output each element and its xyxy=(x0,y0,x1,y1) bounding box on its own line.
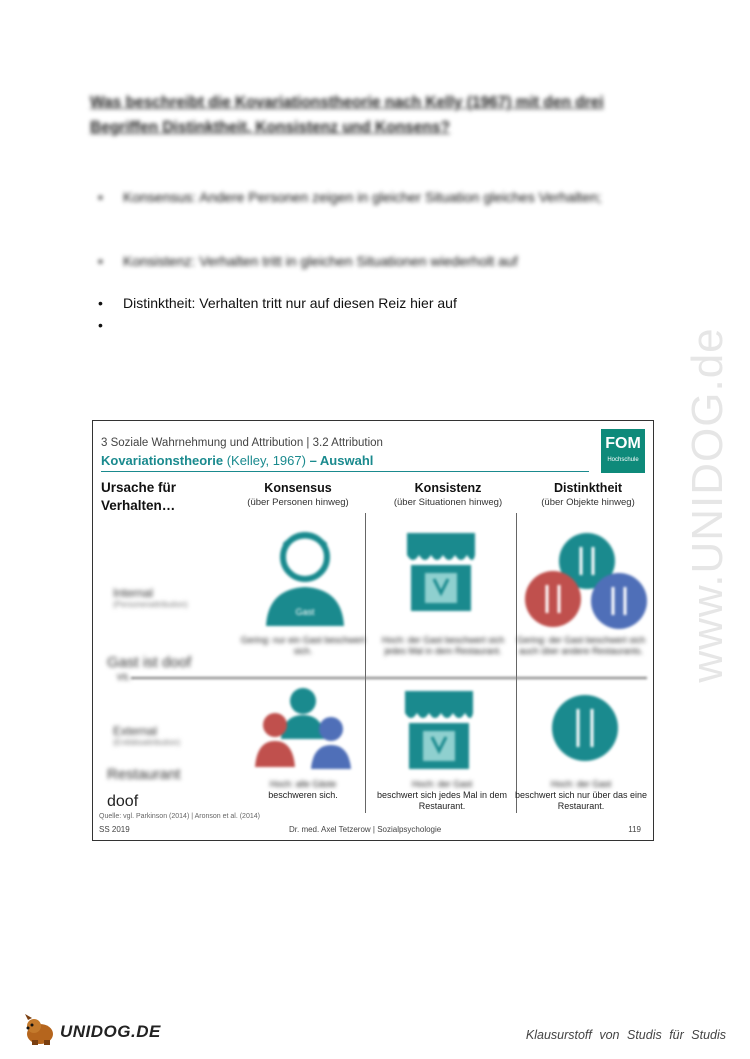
slide-title-paren: (Kelley, 1967) xyxy=(223,453,310,468)
unidog-logo-text: UNIDOG.DE xyxy=(60,1022,161,1041)
caption-clear-part: beschwert sich jedes Mal in dem Restaurant. xyxy=(376,790,508,811)
caption-internal-konsensus: Gering: nur ein Gast beschwert sich. xyxy=(240,635,366,656)
restaurant-icon xyxy=(401,529,481,614)
watermark xyxy=(683,270,732,740)
bullet-text: Distinktheit: Verhalten tritt nur auf diesen Reiz hier auf xyxy=(123,295,457,311)
lecture-slide xyxy=(92,420,654,841)
unidog-logo xyxy=(22,1012,162,1048)
question-heading: Was beschreibt die Kovariationstheorie nach Kelly (1967) mit den drei Begriffen Distinktheit, Konsistenz und Konsens? xyxy=(90,94,604,136)
bullet-text: Konsensus: Andere Personen zeigen in gleicher Situation gleiches Verhalten; xyxy=(123,189,602,205)
three-restaurants-icon xyxy=(523,529,651,639)
caption-clear-part: beschweren sich. xyxy=(268,790,338,800)
caption-external-distinktheit xyxy=(511,779,651,812)
caption-internal-konsistenz: Hoch: der Gast beschwert sich jedes Mal in dem Restaurant. xyxy=(381,635,505,656)
column-title: Distinktheit xyxy=(553,481,623,495)
bullet-dot: • xyxy=(98,295,103,311)
restaurant-icon xyxy=(399,687,479,772)
row-label-sub: (Entitätsattribution) xyxy=(113,738,181,747)
bullet-distinktheit xyxy=(98,292,598,314)
caption-blur-part: Hoch: alle Gäste xyxy=(269,779,337,789)
caption-external-konsensus xyxy=(233,779,373,801)
fom-logo xyxy=(601,429,645,473)
column-subtitle: (über Situationen hinweg) xyxy=(393,497,503,508)
slide-semester: SS 2019 xyxy=(99,825,130,834)
bullet-empty xyxy=(98,314,598,336)
overlay-vs: vs. xyxy=(117,671,132,683)
slide-breadcrumb: 3 Soziale Wahrnehmung und Attribution | 3.2 Attribution xyxy=(101,437,383,449)
slide-title-main: Kovariationstheorie xyxy=(101,453,224,468)
footer-slogan: Klausurstoff von Studis für Studis xyxy=(525,1028,726,1042)
row-label-internal xyxy=(113,586,233,609)
group-of-people-icon xyxy=(253,683,353,775)
caption-blur-part: Hoch: der Gast xyxy=(550,779,612,789)
bullet-konsensus xyxy=(98,186,602,230)
overlay-gast-ist-doof: Gast ist doof xyxy=(107,654,192,671)
caption-clear-part: beschwert sich nur über das eine Restaurant. xyxy=(514,790,648,811)
grid-divider xyxy=(365,513,366,813)
slide-title-rule xyxy=(101,471,589,472)
column-title: Konsistenz xyxy=(414,481,482,495)
bullet-dot: • xyxy=(98,317,103,333)
overlay-doof: doof xyxy=(107,793,139,810)
dog-mascot-icon xyxy=(22,1014,58,1046)
caption-blur-part: Hoch: der Gast xyxy=(411,779,473,789)
column-header-konsensus xyxy=(233,481,363,508)
slide-title xyxy=(101,453,373,468)
column-header-distinktheit xyxy=(523,481,653,508)
column-subtitle: (über Objekte hinweg) xyxy=(541,497,635,508)
ursache-line: Ursache für xyxy=(101,480,177,495)
row-label-text: External xyxy=(113,724,158,738)
fom-logo-subtext: Hochschule xyxy=(607,457,639,463)
grid-divider xyxy=(516,513,517,813)
slide-title-tail: – Auswahl xyxy=(309,453,374,468)
slide-page-number: 119 xyxy=(628,825,641,834)
ursache-line: Verhalten… xyxy=(101,498,176,513)
caption-internal-distinktheit: Gering: der Gast beschwert sich auch über andere Restaurants. xyxy=(516,635,646,656)
overlay-restaurant: Restaurant xyxy=(107,766,181,783)
row-divider xyxy=(131,677,647,679)
ursache-heading xyxy=(101,479,221,515)
single-restaurant-circle-icon xyxy=(548,691,622,765)
row-label-text: Internal xyxy=(113,586,154,600)
column-header-konsistenz xyxy=(383,481,513,508)
slide-source: Quelle: vgl. Parkinson (2014) | Aronson et al. (2014) xyxy=(99,813,260,820)
gast-badge: Gast xyxy=(295,607,315,617)
bullet-konsistenz xyxy=(98,250,598,272)
bullet-dot: • xyxy=(98,253,103,269)
caption-external-konsistenz xyxy=(368,779,516,812)
watermark-text: www.UNIDOG.de xyxy=(683,327,732,683)
slide-author: Dr. med. Axel Tetzerow | Sozialpsychologie xyxy=(289,825,442,834)
column-subtitle: (über Personen hinweg) xyxy=(247,497,349,508)
fom-logo-text: FOM xyxy=(605,435,641,452)
bullet-dot: • xyxy=(98,189,103,205)
row-label-external xyxy=(113,724,233,747)
single-person-icon xyxy=(258,521,353,631)
column-title: Konsensus xyxy=(264,481,332,495)
bullet-text: Konsistenz: Verhalten tritt in gleichen Situationen wiederholt auf xyxy=(123,253,518,269)
row-label-sub: (Personenattribution) xyxy=(113,600,188,609)
